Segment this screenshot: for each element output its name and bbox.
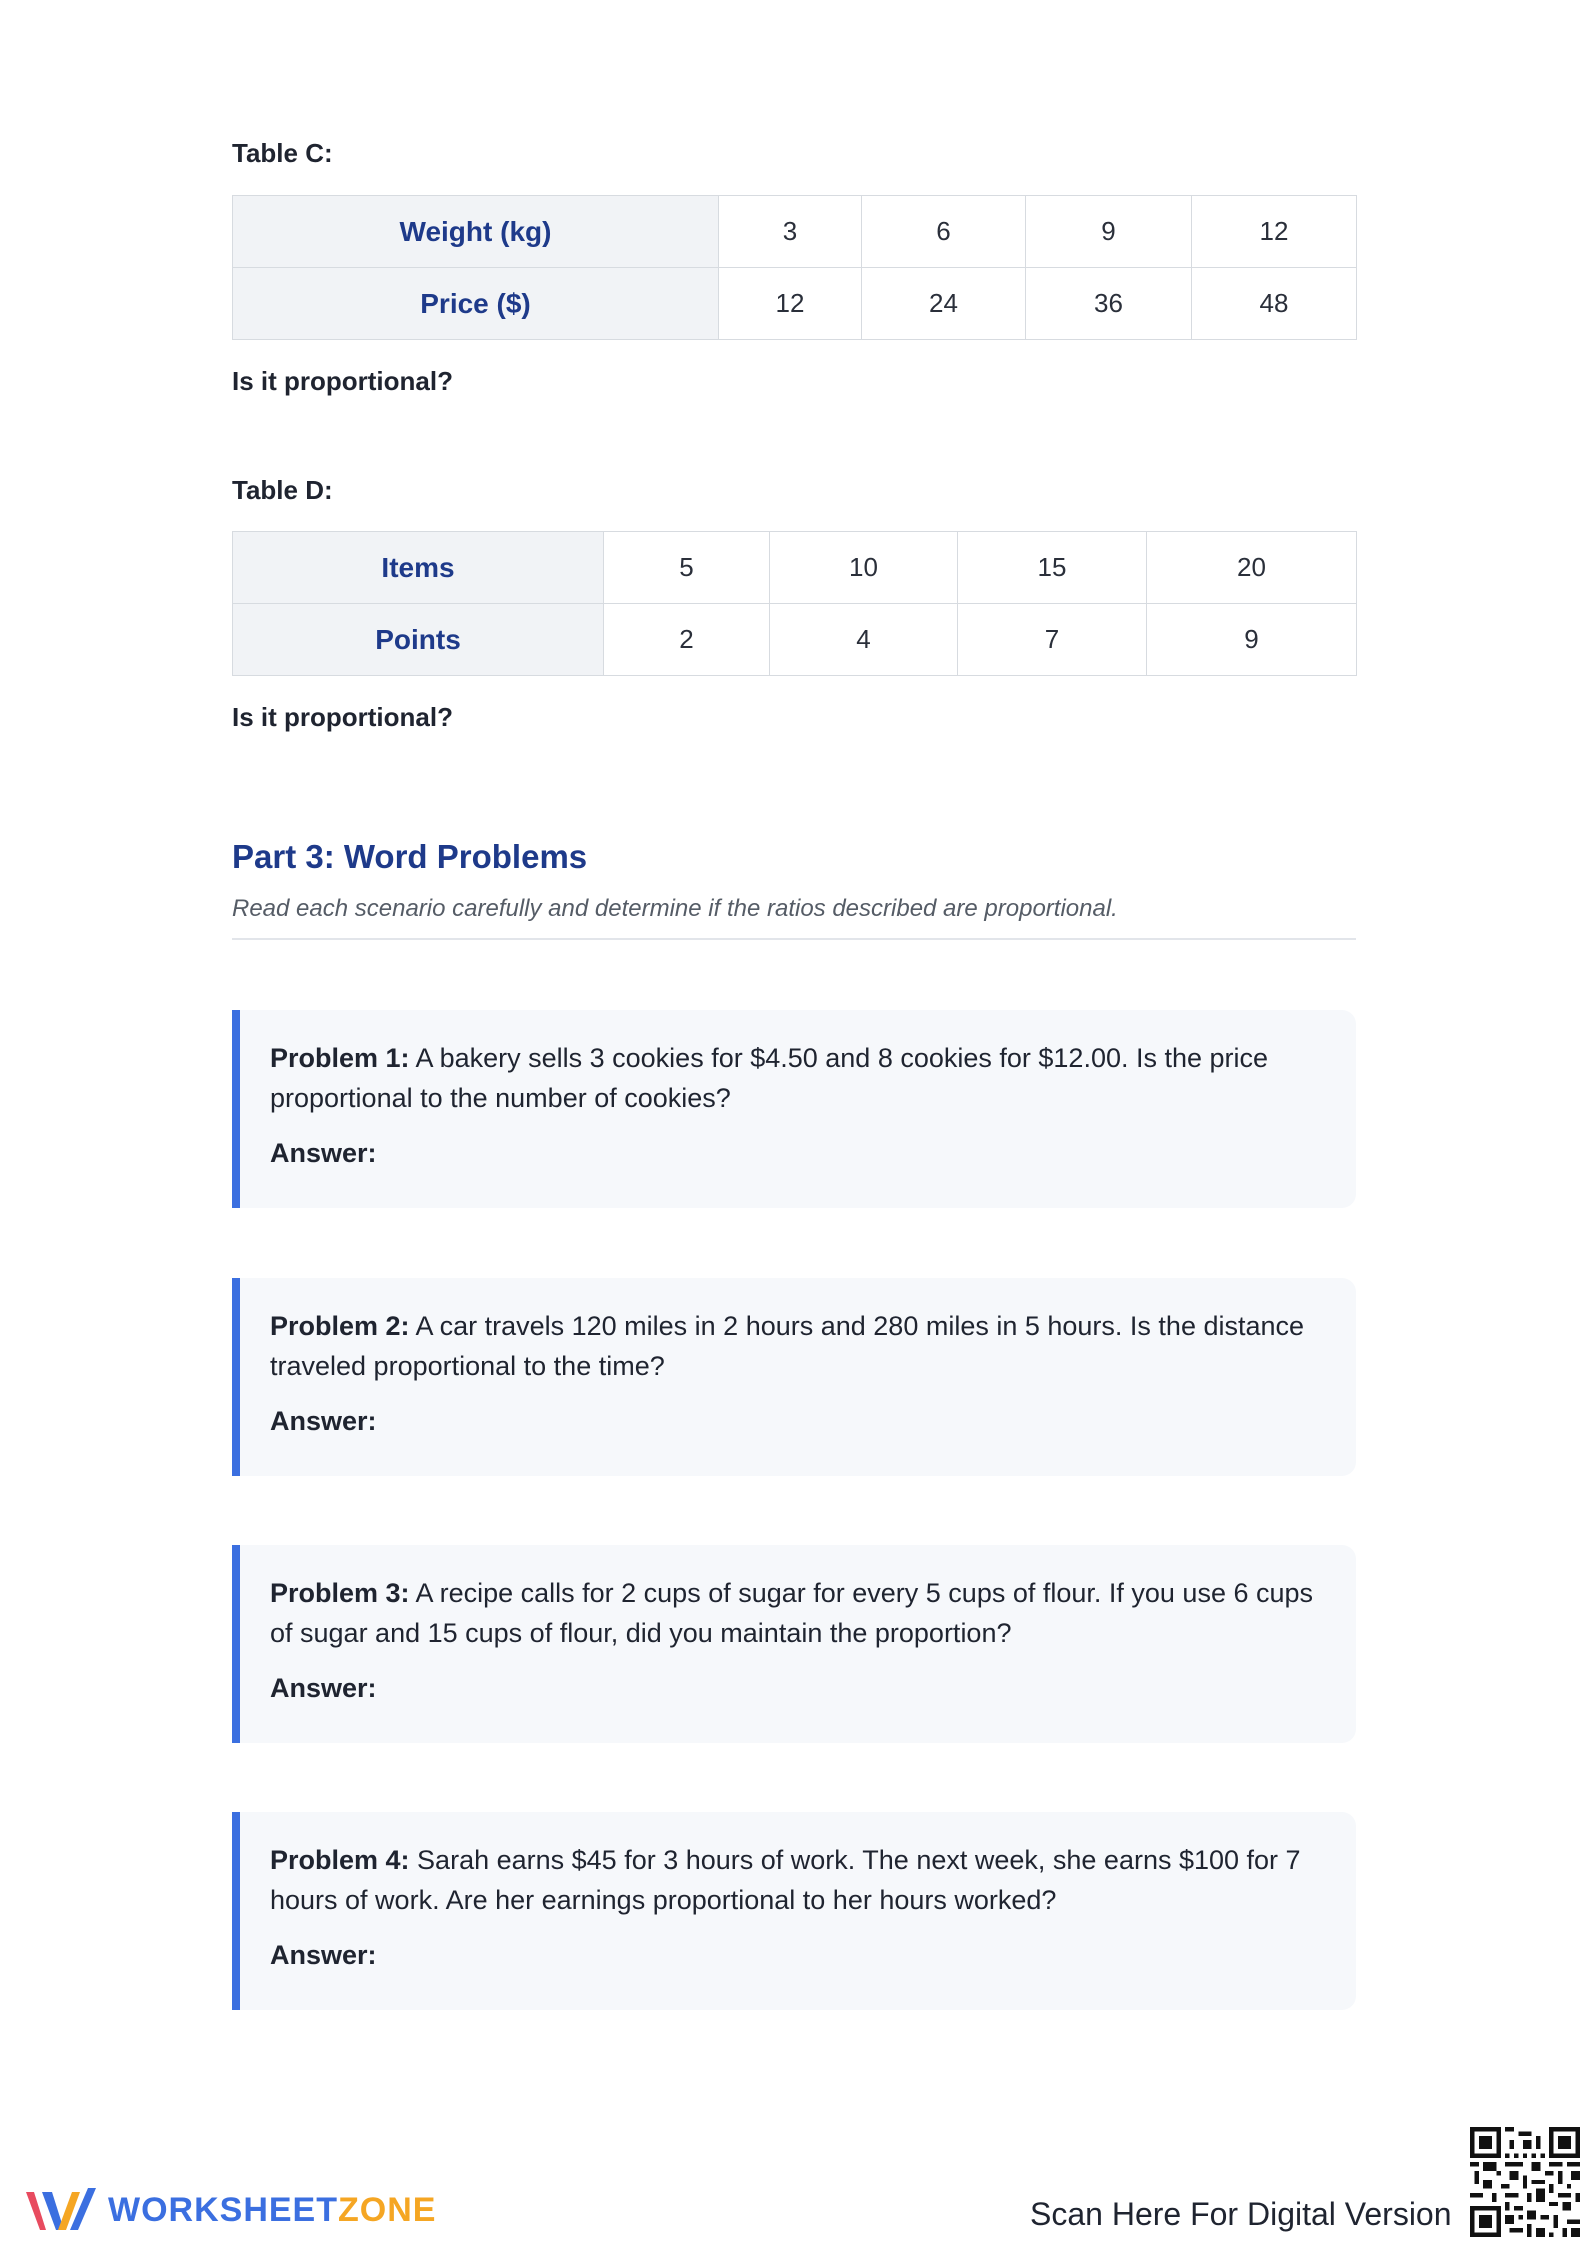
problem-label: Problem 3: <box>270 1578 410 1608</box>
table-row <box>233 268 1357 340</box>
table-c-label: Table C: <box>232 138 333 168</box>
qr-code-icon[interactable] <box>1470 2127 1580 2237</box>
table-cell: 20 <box>1147 532 1357 604</box>
section-divider <box>232 938 1356 940</box>
table-cell: 10 <box>770 532 958 604</box>
table-row <box>233 532 1357 604</box>
table-cell: 3 <box>719 196 862 268</box>
table-cell: 6 <box>862 196 1026 268</box>
problem-text <box>270 1573 1326 1653</box>
table-cell: 15 <box>958 532 1147 604</box>
brand-name: WORKSHEETZONE <box>108 2190 437 2229</box>
table-cell: 12 <box>719 268 862 340</box>
problem-label: Problem 1: <box>270 1043 410 1073</box>
table-cell: 9 <box>1026 196 1192 268</box>
answer-label: Answer: <box>270 1406 377 1436</box>
problem-text <box>270 1840 1326 1920</box>
table-cell: 7 <box>958 604 1147 676</box>
section-title: Part 3: Word Problems <box>232 838 588 875</box>
answer-label: Answer: <box>270 1673 377 1703</box>
problem-body: A recipe calls for 2 cups of sugar for every 5 cups of flour. If you use 6 cups of sugar and 15 cups of flour, did you maintain the proportion? <box>270 1578 1314 1648</box>
table-c-question: Is it proportional? <box>232 366 453 396</box>
table-c <box>232 195 1357 340</box>
problem-card-4 <box>232 1812 1356 2010</box>
row-header: Points <box>233 604 604 676</box>
answer-label: Answer: <box>270 1940 377 1970</box>
section-subtitle: Read each scenario carefully and determine if the ratios described are proportional. <box>232 895 1118 922</box>
table-cell: 2 <box>604 604 770 676</box>
table-d <box>232 531 1357 676</box>
table-row <box>233 196 1357 268</box>
row-header: Items <box>233 532 604 604</box>
problem-text <box>270 1038 1326 1118</box>
table-row <box>233 604 1357 676</box>
table-cell: 24 <box>862 268 1026 340</box>
problem-body: Sarah earns $45 for 3 hours of work. The next week, she earns $100 for 7 hours of work. Are her earnings proportional to her hours worked? <box>270 1845 1301 1915</box>
table-cell: 36 <box>1026 268 1192 340</box>
problem-body: A bakery sells 3 cookies for $4.50 and 8 cookies for $12.00. Is the price proportional to the number of cookies? <box>270 1043 1269 1113</box>
problem-text <box>270 1306 1326 1386</box>
table-cell: 12 <box>1192 196 1357 268</box>
table-cell: 5 <box>604 532 770 604</box>
row-header: Price ($) <box>233 268 719 340</box>
problem-card-3 <box>232 1545 1356 1743</box>
problem-label: Problem 2: <box>270 1311 410 1341</box>
table-d-question: Is it proportional? <box>232 702 453 732</box>
row-header: Weight (kg) <box>233 196 719 268</box>
worksheetzone-logo-icon <box>22 2182 100 2238</box>
table-cell: 9 <box>1147 604 1357 676</box>
brand-logo <box>22 2182 436 2238</box>
answer-label: Answer: <box>270 1138 377 1168</box>
problem-label: Problem 4: <box>270 1845 410 1875</box>
problem-card-1 <box>232 1010 1356 1208</box>
table-cell: 48 <box>1192 268 1357 340</box>
problem-card-2 <box>232 1278 1356 1476</box>
table-d-label: Table D: <box>232 475 333 505</box>
table-cell: 4 <box>770 604 958 676</box>
problem-body: A car travels 120 miles in 2 hours and 280 miles in 5 hours. Is the distance traveled proportional to the time? <box>270 1311 1305 1381</box>
scan-caption: Scan Here For Digital Version <box>1030 2196 1452 2232</box>
